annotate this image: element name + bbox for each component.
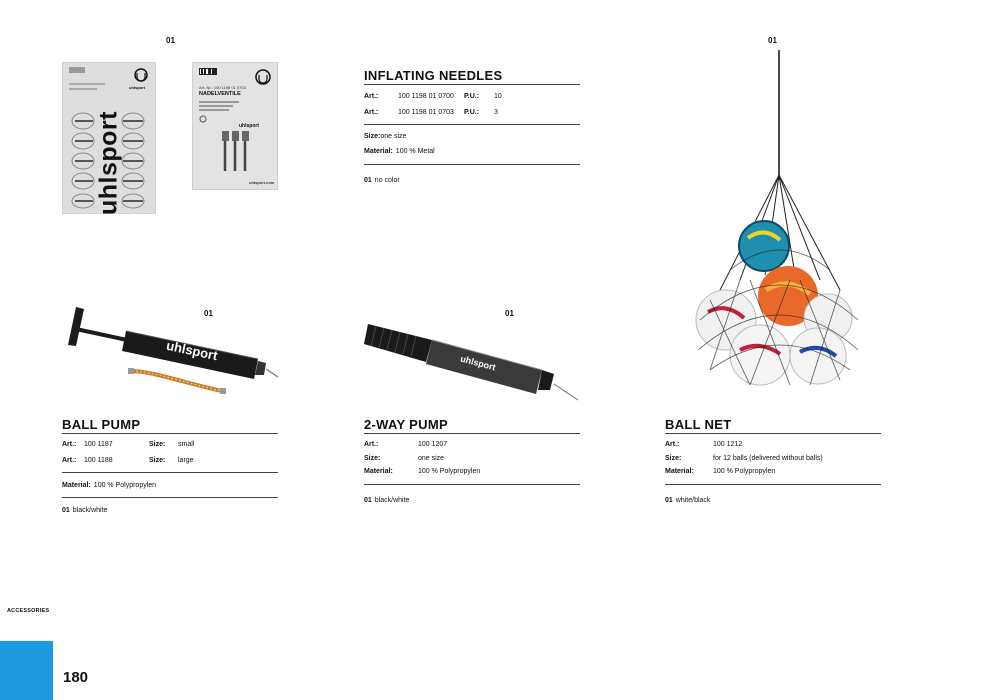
twowaypump-title: 2-WAY PUMP	[364, 417, 448, 432]
ballnet-art-row	[665, 441, 742, 448]
needles-pack-10-brand: uhlsport	[129, 85, 145, 90]
page-number: 180	[63, 669, 89, 686]
ballnet-graphic	[690, 50, 860, 395]
size-label: Size:	[364, 133, 381, 140]
art-value: 100 1198 01 0703	[398, 109, 454, 116]
needles-pack-3-graphic	[193, 63, 277, 189]
art-value: 100 1207	[418, 441, 448, 448]
twowaypump-color-row	[364, 497, 409, 504]
material-value: 100 % Polypropylen	[93, 482, 157, 489]
ballpump-image-color-code: 01	[204, 309, 213, 318]
ballpump-brand: uhlsport	[165, 337, 219, 364]
needles-pack-10-image	[62, 62, 156, 214]
art-label: Art.:	[62, 457, 77, 464]
art-label: Art.:	[62, 441, 77, 448]
color-name: white/black	[675, 497, 711, 504]
color-name: no color	[374, 177, 400, 184]
size-label: Size:	[364, 455, 381, 462]
ballnet-color-row	[665, 497, 710, 504]
needles-image-color-code: 01	[166, 36, 175, 45]
size-value: one size	[418, 455, 445, 462]
size-value: one size	[380, 133, 407, 140]
art-value: 100 1212	[713, 441, 743, 448]
color-name: black/white	[72, 507, 108, 514]
needles-pack-3-brand: uhlsport	[239, 123, 259, 129]
art-label: Art.:	[364, 441, 379, 448]
ballnet-image	[690, 50, 860, 395]
material-label: Material:	[665, 468, 694, 475]
needles-pack-10-logo: uhlsport	[94, 111, 123, 215]
needles-size-row	[364, 133, 406, 140]
material-value: 100 % Polypropylen	[713, 468, 776, 475]
color-code: 01	[62, 507, 70, 514]
size-value: large	[178, 457, 194, 464]
section-label: ACCESSORIES	[7, 608, 50, 614]
twowaypump-material-row	[364, 468, 480, 475]
twowaypump-image-color-code: 01	[505, 309, 514, 318]
ballpump-title-rule	[62, 433, 278, 434]
needles-spec-row	[364, 109, 498, 116]
twowaypump-art-row	[364, 441, 447, 448]
twowaypump-rule	[364, 484, 580, 485]
needles-color-row	[364, 177, 400, 184]
material-label: Material:	[364, 468, 393, 475]
needles-pack-3-title: NADELVENTILE	[199, 91, 241, 97]
art-label: Art.:	[364, 93, 379, 100]
ballpump-spec-row	[62, 457, 194, 464]
ballpump-rule	[62, 497, 278, 498]
needles-material-row	[364, 148, 435, 155]
needles-pack-3-artline: Art.-Nr.: 100 1198 01 0703	[199, 85, 246, 90]
size-label: Size:	[665, 455, 682, 462]
twowaypump-image	[362, 318, 584, 406]
size-label: Size:	[149, 457, 166, 464]
art-label: Art.:	[364, 109, 379, 116]
needles-title: INFLATING NEEDLES	[364, 68, 503, 83]
color-code: 01	[364, 497, 372, 504]
ballnet-rule	[665, 484, 881, 485]
material-label: Material:	[62, 482, 91, 489]
art-value: 100 1188	[84, 457, 113, 464]
color-name: black/white	[374, 497, 410, 504]
size-label: Size:	[149, 441, 166, 448]
material-label: Material:	[364, 148, 393, 155]
page-accent-block	[0, 641, 53, 700]
size-value: for 12 balls (delivered without balls)	[713, 455, 823, 462]
ballpump-spec-row	[62, 441, 194, 448]
art-value: 100 1187	[84, 441, 113, 448]
ballnet-title-rule	[665, 433, 881, 434]
needles-pack-3-image	[192, 62, 278, 190]
needles-pack-3-url: uhlsport.com	[249, 180, 275, 185]
needles-spec-row	[364, 93, 502, 100]
twowaypump-title-rule	[364, 433, 580, 434]
art-value: 100 1198 01 0700	[398, 93, 454, 100]
pu-label: P.U.:	[464, 109, 480, 116]
pu-value: 10	[494, 93, 502, 100]
ballpump-image	[62, 305, 284, 400]
needles-title-rule	[364, 84, 580, 85]
ballnet-material-row	[665, 468, 775, 475]
material-value: 100 % Polypropylen	[418, 468, 481, 475]
ballnet-title: BALL NET	[665, 417, 732, 432]
size-value: small	[178, 441, 195, 448]
ballnet-image-color-code: 01	[768, 36, 777, 45]
material-value: 100 % Metal	[395, 148, 435, 155]
twowaypump-size-row	[364, 455, 444, 462]
ballpump-rule	[62, 472, 278, 473]
color-code: 01	[364, 177, 372, 184]
ballpump-title: BALL PUMP	[62, 417, 141, 432]
needles-rule	[364, 124, 580, 125]
pu-label: P.U.:	[464, 93, 480, 100]
needles-rule	[364, 164, 580, 165]
ballpump-color-row	[62, 507, 107, 514]
twowaypump-brand: uhlsport	[459, 353, 497, 373]
ballpump-material-row	[62, 482, 156, 489]
ballnet-size-row	[665, 455, 823, 462]
art-label: Art.:	[665, 441, 680, 448]
color-code: 01	[665, 497, 673, 504]
pu-value: 3	[494, 109, 498, 116]
